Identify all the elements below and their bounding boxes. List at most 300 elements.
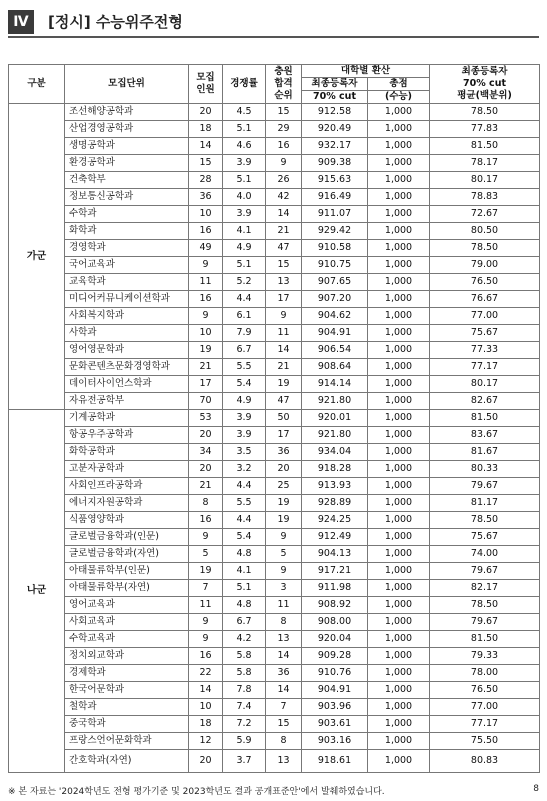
table-row: [9, 410, 540, 427]
competition-rate: 4.8: [223, 546, 266, 563]
percentile-avg: 82.17: [430, 580, 540, 597]
table-row: [9, 478, 540, 495]
percentile-avg: 76.50: [430, 274, 540, 291]
unit-name: 항공우주공학과: [65, 427, 189, 444]
table-row: [9, 733, 540, 750]
percentile-avg: 81.67: [430, 444, 540, 461]
unit-name: 사회복지학과: [65, 308, 189, 325]
unit-name: 사학과: [65, 325, 189, 342]
additional-rank: 14: [266, 682, 302, 699]
quota: 53: [189, 410, 223, 427]
total-score: 1,000: [368, 206, 430, 223]
percentile-avg: 82.67: [430, 393, 540, 410]
header-final-70-cut: 70% cut: [302, 91, 368, 104]
final-70-cut: 921.80: [302, 427, 368, 444]
total-score: 1,000: [368, 274, 430, 291]
table-row: [9, 512, 540, 529]
table-row: [9, 138, 540, 155]
quota: 9: [189, 308, 223, 325]
final-70-cut: 904.91: [302, 325, 368, 342]
table-row: [9, 223, 540, 240]
header-rule: [8, 36, 539, 38]
final-70-cut: 917.21: [302, 563, 368, 580]
unit-name: 중국학과: [65, 716, 189, 733]
competition-rate: 6.7: [223, 614, 266, 631]
footer-note: ※ 본 자료는 '2024학년도 전형 평가기준 및 2023학년도 결과 공개표준안'에서 발췌하였습니다.: [8, 787, 385, 797]
table-row: [9, 529, 540, 546]
additional-rank: 9: [266, 155, 302, 172]
total-score: 1,000: [368, 529, 430, 546]
total-score: 1,000: [368, 495, 430, 512]
table-row: [9, 699, 540, 716]
percentile-avg: 78.17: [430, 155, 540, 172]
competition-rate: 5.8: [223, 648, 266, 665]
quota: 22: [189, 665, 223, 682]
additional-rank: 15: [266, 257, 302, 274]
quota: 36: [189, 189, 223, 206]
table-row: [9, 274, 540, 291]
header-percentile-line2: 70% cut: [463, 78, 506, 89]
final-70-cut: 932.17: [302, 138, 368, 155]
additional-rank: 14: [266, 206, 302, 223]
competition-rate: 3.5: [223, 444, 266, 461]
percentile-avg: 78.50: [430, 240, 540, 257]
total-score: 1,000: [368, 393, 430, 410]
section-title: [정시] 수능위주전형: [48, 13, 183, 31]
quota: 8: [189, 495, 223, 512]
additional-rank: 17: [266, 291, 302, 308]
percentile-avg: 78.50: [430, 512, 540, 529]
unit-name: 화학과: [65, 223, 189, 240]
competition-rate: 5.8: [223, 665, 266, 682]
table-row: [9, 240, 540, 257]
quota: 18: [189, 121, 223, 138]
total-score: 1,000: [368, 308, 430, 325]
final-70-cut: 929.42: [302, 223, 368, 240]
unit-name: 화학공학과: [65, 444, 189, 461]
additional-rank: 36: [266, 665, 302, 682]
table-body: [9, 104, 540, 773]
table-row: [9, 155, 540, 172]
additional-rank: 19: [266, 512, 302, 529]
table-row: [9, 393, 540, 410]
percentile-avg: 83.67: [430, 427, 540, 444]
competition-rate: 7.9: [223, 325, 266, 342]
competition-rate: 3.9: [223, 206, 266, 223]
final-70-cut: 908.00: [302, 614, 368, 631]
final-70-cut: 906.54: [302, 342, 368, 359]
additional-rank: 14: [266, 648, 302, 665]
unit-name: 교육학과: [65, 274, 189, 291]
final-70-cut: 912.58: [302, 104, 368, 121]
quota: 10: [189, 699, 223, 716]
total-score: 1,000: [368, 631, 430, 648]
total-score: 1,000: [368, 580, 430, 597]
unit-name: 식품영양학과: [65, 512, 189, 529]
header-additional-line3: 순위: [274, 90, 293, 101]
additional-rank: 25: [266, 478, 302, 495]
additional-rank: 13: [266, 631, 302, 648]
additional-rank: 15: [266, 716, 302, 733]
competition-rate: 4.9: [223, 240, 266, 257]
additional-rank: 50: [266, 410, 302, 427]
final-70-cut: 920.04: [302, 631, 368, 648]
final-70-cut: 924.25: [302, 512, 368, 529]
total-score: 1,000: [368, 546, 430, 563]
table-row: [9, 104, 540, 121]
final-70-cut: 907.20: [302, 291, 368, 308]
final-70-cut: 920.49: [302, 121, 368, 138]
total-score: 1,000: [368, 410, 430, 427]
header-additional-line1: 충원: [274, 66, 293, 77]
final-70-cut: 904.62: [302, 308, 368, 325]
unit-name: 수학교육과: [65, 631, 189, 648]
quota: 20: [189, 750, 223, 773]
final-70-cut: 911.98: [302, 580, 368, 597]
additional-rank: 8: [266, 614, 302, 631]
total-score: 1,000: [368, 444, 430, 461]
final-70-cut: 911.07: [302, 206, 368, 223]
total-score: 1,000: [368, 665, 430, 682]
final-70-cut: 928.89: [302, 495, 368, 512]
percentile-avg: 77.17: [430, 359, 540, 376]
table-row: [9, 257, 540, 274]
table-row: [9, 665, 540, 682]
additional-rank: 5: [266, 546, 302, 563]
total-score: 1,000: [368, 750, 430, 773]
percentile-avg: 75.50: [430, 733, 540, 750]
unit-name: 건축학부: [65, 172, 189, 189]
unit-name: 글로벌금융학과(인문): [65, 529, 189, 546]
competition-rate: 6.7: [223, 342, 266, 359]
additional-rank: 9: [266, 308, 302, 325]
percentile-avg: 75.67: [430, 325, 540, 342]
quota: 9: [189, 257, 223, 274]
unit-name: 국어교육과: [65, 257, 189, 274]
percentile-avg: 81.50: [430, 138, 540, 155]
final-70-cut: 908.92: [302, 597, 368, 614]
additional-rank: 47: [266, 240, 302, 257]
header-quota-line2: 인원: [196, 84, 215, 95]
additional-rank: 42: [266, 189, 302, 206]
competition-rate: 4.1: [223, 223, 266, 240]
table-row: [9, 291, 540, 308]
total-score: 1,000: [368, 376, 430, 393]
competition-rate: 5.4: [223, 376, 266, 393]
table-row: [9, 121, 540, 138]
quota: 34: [189, 444, 223, 461]
total-score: 1,000: [368, 359, 430, 376]
table-row: [9, 359, 540, 376]
additional-rank: 20: [266, 461, 302, 478]
percentile-avg: 77.00: [430, 699, 540, 716]
total-score: 1,000: [368, 427, 430, 444]
admissions-table: [8, 64, 540, 773]
group-label: 나군: [9, 410, 65, 773]
quota: 17: [189, 376, 223, 393]
competition-rate: 5.9: [223, 733, 266, 750]
quota: 21: [189, 478, 223, 495]
unit-name: 생명공학과: [65, 138, 189, 155]
table-row: [9, 172, 540, 189]
percentile-avg: 81.50: [430, 410, 540, 427]
total-score: 1,000: [368, 563, 430, 580]
final-70-cut: 934.04: [302, 444, 368, 461]
quota: 14: [189, 138, 223, 155]
additional-rank: 36: [266, 444, 302, 461]
header-percentile: [430, 65, 540, 104]
percentile-avg: 80.17: [430, 172, 540, 189]
competition-rate: 4.5: [223, 104, 266, 121]
final-70-cut: 904.13: [302, 546, 368, 563]
competition-rate: 3.9: [223, 427, 266, 444]
additional-rank: 3: [266, 580, 302, 597]
total-score: 1,000: [368, 325, 430, 342]
total-score: 1,000: [368, 189, 430, 206]
total-score: 1,000: [368, 461, 430, 478]
quota: 5: [189, 546, 223, 563]
group-label: 가군: [9, 104, 65, 410]
percentile-avg: 77.33: [430, 342, 540, 359]
header-univ-conversion: 대학별 환산: [302, 65, 430, 78]
table-row: [9, 716, 540, 733]
page-number: 8: [533, 784, 539, 794]
header-total-line2: (수능): [368, 91, 430, 104]
quota: 16: [189, 291, 223, 308]
unit-name: 한국어문학과: [65, 682, 189, 699]
unit-name: 사회인프라공학과: [65, 478, 189, 495]
percentile-avg: 74.00: [430, 546, 540, 563]
additional-rank: 8: [266, 733, 302, 750]
quota: 11: [189, 274, 223, 291]
additional-rank: 11: [266, 597, 302, 614]
header-final-70: 최종등록자: [302, 78, 368, 91]
additional-rank: 14: [266, 342, 302, 359]
additional-rank: 9: [266, 563, 302, 580]
unit-name: 문화콘텐츠문화경영학과: [65, 359, 189, 376]
final-70-cut: 910.58: [302, 240, 368, 257]
unit-name: 프랑스언어문화학과: [65, 733, 189, 750]
percentile-avg: 81.50: [430, 631, 540, 648]
competition-rate: 5.2: [223, 274, 266, 291]
table-row: [9, 597, 540, 614]
additional-rank: 29: [266, 121, 302, 138]
header-unit: 모집단위: [65, 65, 189, 104]
quota: 20: [189, 104, 223, 121]
quota: 9: [189, 614, 223, 631]
total-score: 1,000: [368, 342, 430, 359]
final-70-cut: 920.01: [302, 410, 368, 427]
total-score: 1,000: [368, 614, 430, 631]
table-row: [9, 750, 540, 773]
additional-rank: 19: [266, 495, 302, 512]
final-70-cut: 914.14: [302, 376, 368, 393]
quota: 20: [189, 427, 223, 444]
quota: 16: [189, 512, 223, 529]
final-70-cut: 915.63: [302, 172, 368, 189]
unit-name: 아태물류학부(자연): [65, 580, 189, 597]
total-score: 1,000: [368, 138, 430, 155]
final-70-cut: 903.96: [302, 699, 368, 716]
unit-name: 글로벌금융학과(자연): [65, 546, 189, 563]
unit-name: 경제학과: [65, 665, 189, 682]
quota: 16: [189, 648, 223, 665]
quota: 11: [189, 597, 223, 614]
table-row: [9, 546, 540, 563]
additional-rank: 13: [266, 274, 302, 291]
table-row: [9, 308, 540, 325]
unit-name: 산업경영공학과: [65, 121, 189, 138]
percentile-avg: 80.33: [430, 461, 540, 478]
table-row: [9, 206, 540, 223]
percentile-avg: 79.67: [430, 563, 540, 580]
competition-rate: 5.4: [223, 529, 266, 546]
final-70-cut: 903.16: [302, 733, 368, 750]
percentile-avg: 79.67: [430, 614, 540, 631]
competition-rate: 5.1: [223, 172, 266, 189]
unit-name: 자유전공학부: [65, 393, 189, 410]
quota: 49: [189, 240, 223, 257]
final-70-cut: 903.61: [302, 716, 368, 733]
competition-rate: 4.4: [223, 512, 266, 529]
competition-rate: 4.8: [223, 597, 266, 614]
total-score: 1,000: [368, 291, 430, 308]
total-score: 1,000: [368, 648, 430, 665]
additional-rank: 16: [266, 138, 302, 155]
table-row: [9, 631, 540, 648]
additional-rank: 11: [266, 325, 302, 342]
total-score: 1,000: [368, 512, 430, 529]
section-number-badge: Ⅳ: [8, 10, 34, 34]
unit-name: 수학과: [65, 206, 189, 223]
final-70-cut: 913.93: [302, 478, 368, 495]
header-group: 구분: [9, 65, 65, 104]
additional-rank: 21: [266, 359, 302, 376]
table-row: [9, 648, 540, 665]
percentile-avg: 79.33: [430, 648, 540, 665]
competition-rate: 7.8: [223, 682, 266, 699]
final-70-cut: 912.49: [302, 529, 368, 546]
percentile-avg: 78.50: [430, 597, 540, 614]
competition-rate: 5.1: [223, 257, 266, 274]
percentile-avg: 78.00: [430, 665, 540, 682]
quota: 19: [189, 563, 223, 580]
competition-rate: 7.2: [223, 716, 266, 733]
table-row: [9, 614, 540, 631]
quota: 15: [189, 155, 223, 172]
unit-name: 조선해양공학과: [65, 104, 189, 121]
final-70-cut: 916.49: [302, 189, 368, 206]
additional-rank: 19: [266, 376, 302, 393]
unit-name: 사회교육과: [65, 614, 189, 631]
percentile-avg: 77.00: [430, 308, 540, 325]
unit-name: 환경공학과: [65, 155, 189, 172]
percentile-avg: 76.50: [430, 682, 540, 699]
competition-rate: 4.2: [223, 631, 266, 648]
unit-name: 영어영문학과: [65, 342, 189, 359]
competition-rate: 4.0: [223, 189, 266, 206]
competition-rate: 4.4: [223, 478, 266, 495]
final-70-cut: 909.28: [302, 648, 368, 665]
total-score: 1,000: [368, 733, 430, 750]
percentile-avg: 77.83: [430, 121, 540, 138]
total-score: 1,000: [368, 682, 430, 699]
quota: 21: [189, 359, 223, 376]
table-row: [9, 427, 540, 444]
quota: 14: [189, 682, 223, 699]
unit-name: 경영학과: [65, 240, 189, 257]
percentile-avg: 79.67: [430, 478, 540, 495]
table-row: [9, 495, 540, 512]
percentile-avg: 77.17: [430, 716, 540, 733]
final-70-cut: 921.80: [302, 393, 368, 410]
competition-rate: 3.9: [223, 410, 266, 427]
competition-rate: 3.9: [223, 155, 266, 172]
competition-rate: 4.1: [223, 563, 266, 580]
unit-name: 데이터사이언스학과: [65, 376, 189, 393]
quota: 70: [189, 393, 223, 410]
unit-name: 미디어커뮤니케이션학과: [65, 291, 189, 308]
additional-rank: 7: [266, 699, 302, 716]
total-score: 1,000: [368, 716, 430, 733]
total-score: 1,000: [368, 172, 430, 189]
header-quota: [189, 65, 223, 104]
header-percentile-line1: 최종등록자: [461, 66, 508, 77]
additional-rank: 21: [266, 223, 302, 240]
additional-rank: 9: [266, 529, 302, 546]
additional-rank: 15: [266, 104, 302, 121]
table-row: [9, 444, 540, 461]
header-total-line1: 총점: [368, 78, 430, 91]
total-score: 1,000: [368, 478, 430, 495]
quota: 9: [189, 631, 223, 648]
percentile-avg: 80.50: [430, 223, 540, 240]
total-score: 1,000: [368, 257, 430, 274]
competition-rate: 4.9: [223, 393, 266, 410]
table-row: [9, 376, 540, 393]
quota: 12: [189, 733, 223, 750]
percentile-avg: 79.00: [430, 257, 540, 274]
unit-name: 영어교육과: [65, 597, 189, 614]
percentile-avg: 78.83: [430, 189, 540, 206]
competition-rate: 5.1: [223, 580, 266, 597]
table-row: [9, 342, 540, 359]
final-70-cut: 909.38: [302, 155, 368, 172]
competition-rate: 3.2: [223, 461, 266, 478]
unit-name: 아태물류학부(인문): [65, 563, 189, 580]
additional-rank: 26: [266, 172, 302, 189]
total-score: 1,000: [368, 699, 430, 716]
final-70-cut: 918.61: [302, 750, 368, 773]
table-row: [9, 682, 540, 699]
percentile-avg: 75.67: [430, 529, 540, 546]
unit-name: 에너지자원공학과: [65, 495, 189, 512]
percentile-avg: 80.83: [430, 750, 540, 773]
section-header: [0, 8, 547, 36]
table-row: [9, 580, 540, 597]
quota: 18: [189, 716, 223, 733]
total-score: 1,000: [368, 104, 430, 121]
percentile-avg: 80.17: [430, 376, 540, 393]
total-score: 1,000: [368, 223, 430, 240]
competition-rate: 5.5: [223, 359, 266, 376]
table-row: [9, 325, 540, 342]
competition-rate: 6.1: [223, 308, 266, 325]
competition-rate: 7.4: [223, 699, 266, 716]
quota: 9: [189, 529, 223, 546]
percentile-avg: 78.50: [430, 104, 540, 121]
additional-rank: 47: [266, 393, 302, 410]
